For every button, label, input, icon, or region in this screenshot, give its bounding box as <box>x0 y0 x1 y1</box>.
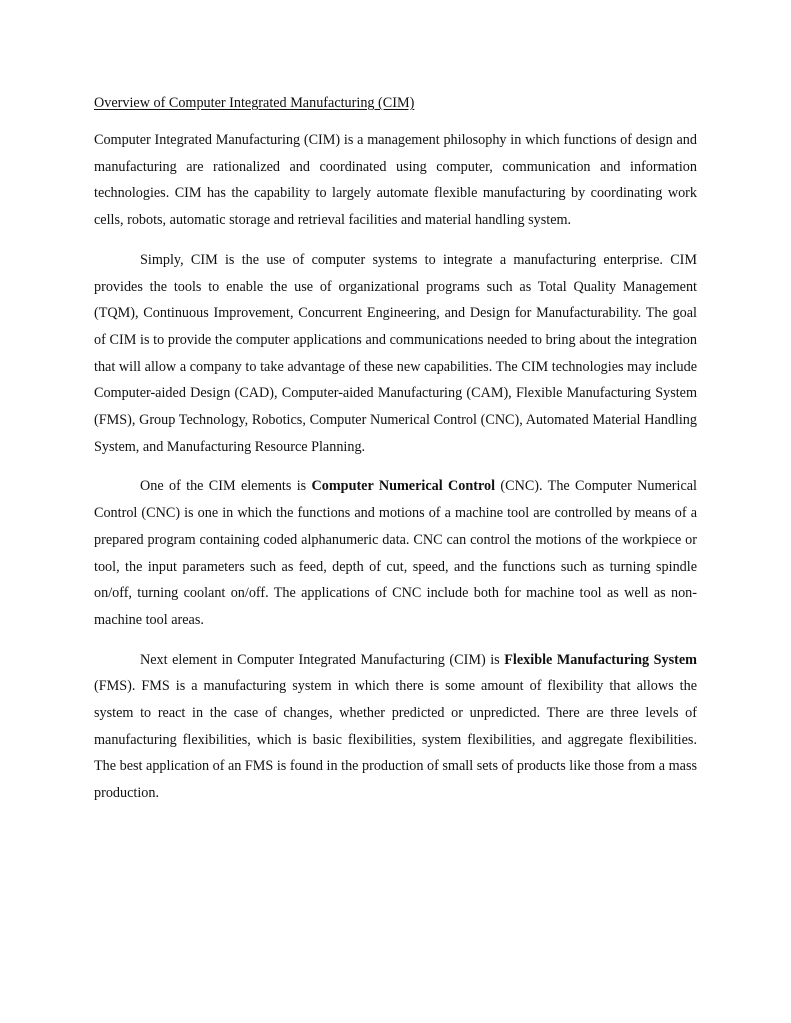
document-body <box>94 93 697 820</box>
paragraph-fms-rest: (FMS). FMS is a manufacturing system in which there is some amount of flexibility that allows the system to react in the case of changes, whether predicted or unpredicted. There are three levels of manufacturing flexibilities, which is basic flexibilities, system flexibilities, and aggregate flexibilities. The best application of an FMS is found in the production of small sets of products like those from a mass production. <box>94 678 697 802</box>
paragraph-cnc-lead: One of the CIM elements is <box>140 478 312 495</box>
paragraph-fms <box>94 647 697 807</box>
term-flexible-manufacturing-system: Flexible Manufacturing System <box>504 651 697 668</box>
paragraph-cnc-rest: (CNC). The Computer Numerical Control (CNC) is one in which the functions and motions of a machine tool are controlled by means of a prepared program containing coded alphanumeric data. CNC can control the motions of the workpiece or tool, the input parameters such as feed, depth of cut, speed, and the functions such as turning spindle on/off, turning coolant on/off. The applications of CNC include both for machine tool as well as non-machine tool areas. <box>94 478 698 628</box>
document-title: Overview of Computer Integrated Manufacturing (CIM) <box>94 95 415 111</box>
term-computer-numerical-control: Computer Numerical Control <box>311 478 496 495</box>
paragraph-cnc <box>94 473 697 633</box>
paragraph-cim-definition: Simply, CIM is the use of computer systems to integrate a manufacturing enterprise. CIM provides the tools to enable the use of organizational programs such as Total Quality Management (TQM), Continuous Improvement, Concurrent Engineering, and Design for Manufacturability. The goal of CIM is to provide the computer applications and communications needed to bring about the integration that will allow a company to take advantage of these new capabilities. The CIM technologies may include Computer-aided Design (CAD), Computer-aided Manufacturing (CAM), Flexible Manufacturing System (FMS), Group Technology, Robotics, Computer Numerical Control (CNC), Automated Material Handling System, and Manufacturing Resource Planning. <box>94 251 697 455</box>
paragraph-intro: Computer Integrated Manufacturing (CIM) is a management philosophy in which functions of design and manufacturing are rationalized and coordinated using computer, communication and information technologies. CIM has the capability to largely automate flexible manufacturing by coordinating work cells, robots, automatic storage and retrieval facilities and material handling system. <box>94 132 697 229</box>
paragraph-fms-lead: Next element in Computer Integrated Manufacturing (CIM) is <box>140 651 505 668</box>
